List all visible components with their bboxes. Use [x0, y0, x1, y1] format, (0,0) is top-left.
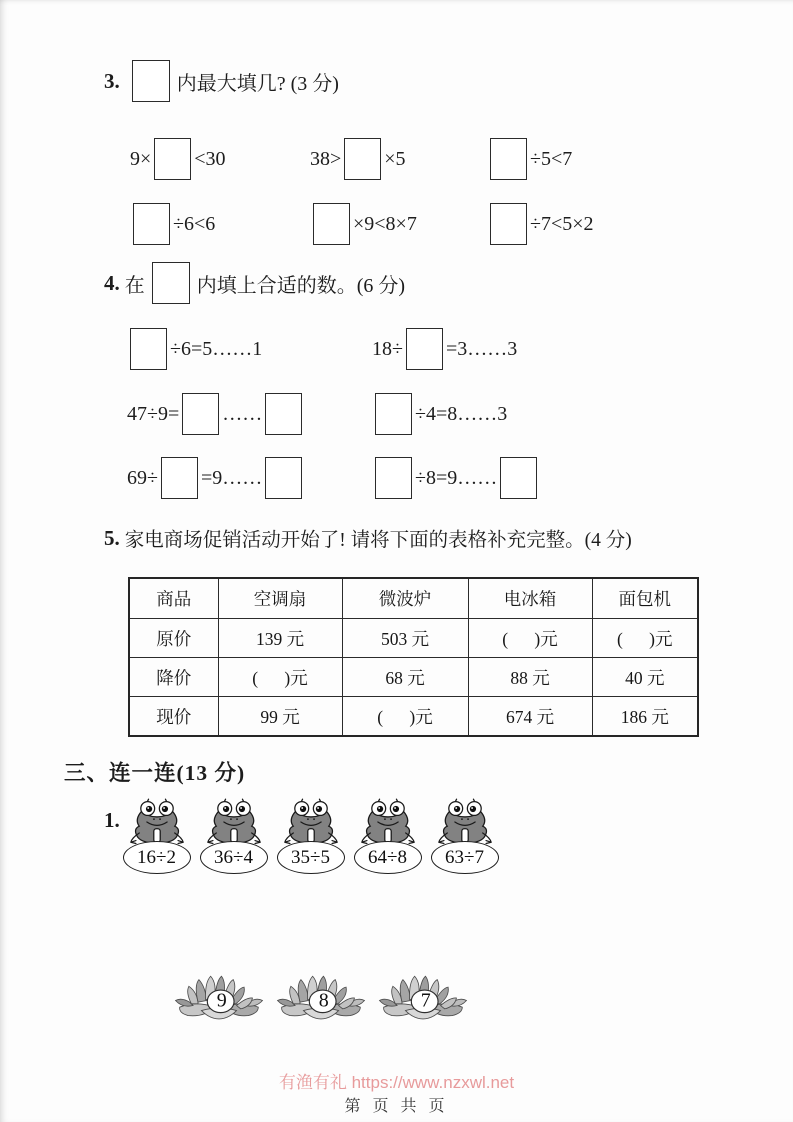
- table-cell: 现价: [129, 697, 218, 737]
- question-4-number: 4.: [104, 270, 120, 295]
- table-cell: ( )元: [468, 619, 592, 658]
- expression: ÷5<7: [487, 138, 572, 180]
- expression: ÷6<6: [130, 203, 215, 245]
- division-oval: 16÷2: [123, 841, 191, 874]
- answer-box: [490, 138, 527, 180]
- lotus-number: 7: [420, 989, 431, 1012]
- watermark-text: 有渔有礼 https://www.nzxwl.net: [278, 1073, 515, 1092]
- answer-box: [130, 328, 167, 370]
- table-cell: 88 元: [468, 658, 592, 697]
- table-cell: 40 元: [592, 658, 698, 697]
- expression: ÷7<5×2: [487, 203, 594, 245]
- answer-box: [265, 457, 302, 499]
- table-row: [129, 658, 698, 697]
- frog-item: [197, 796, 270, 874]
- expression: 38> ×5: [310, 138, 406, 180]
- lotus-item: [275, 971, 367, 1025]
- lotus-number: 9: [216, 989, 227, 1012]
- expression: ÷8=9……: [372, 457, 540, 499]
- frog-item: [351, 796, 424, 874]
- answer-box: [313, 203, 350, 245]
- answer-box: [406, 328, 443, 370]
- frog-row: [120, 796, 501, 874]
- table-cell: 原价: [129, 619, 218, 658]
- answer-box: [152, 262, 190, 304]
- answer-box: [500, 457, 537, 499]
- lotus-number: 8: [318, 989, 329, 1012]
- item-1-number: 1.: [104, 808, 120, 832]
- table-cell: 139 元: [218, 619, 342, 658]
- lotus-item: [377, 971, 469, 1025]
- page-footer: 第 页 共 页: [344, 1098, 449, 1115]
- table-header-cell: 电冰箱: [468, 578, 592, 619]
- table-cell: ( )元: [218, 658, 342, 697]
- expression: 9× <30: [130, 138, 226, 180]
- question-4-title: [104, 262, 405, 304]
- answer-box: [375, 393, 412, 435]
- question-4-text: 内填上合适的数。(6 分): [196, 274, 406, 297]
- section-3-title: 三、连一连(13 分): [64, 761, 246, 785]
- frog-item: [120, 796, 193, 874]
- lotus-item: [173, 971, 265, 1025]
- table-cell: 186 元: [592, 697, 698, 737]
- table-header-cell: 商品: [129, 578, 218, 619]
- question-5-text: 家电商场促销活动开始了! 请将下面的表格补充完整。(4 分): [124, 530, 632, 551]
- table-header-cell: 空调扇: [218, 578, 342, 619]
- division-oval: 63÷7: [431, 841, 499, 874]
- price-table: [128, 577, 699, 737]
- question-3-text: 内最大填几? (3 分): [176, 72, 339, 95]
- question-3-number: 3.: [104, 68, 120, 93]
- table-cell: 674 元: [468, 697, 592, 737]
- expression: ×9<8×7: [310, 203, 417, 245]
- table-cell: 503 元: [342, 619, 468, 658]
- frog-item: [274, 796, 347, 874]
- answer-box: [132, 60, 170, 102]
- table-cell: ( )元: [592, 619, 698, 658]
- division-oval: 35÷5: [277, 841, 345, 874]
- answer-box: [490, 203, 527, 245]
- table-cell: 68 元: [342, 658, 468, 697]
- table-row: [129, 619, 698, 658]
- table-cell: 降价: [129, 658, 218, 697]
- answer-box: [182, 393, 219, 435]
- division-oval: 64÷8: [354, 841, 422, 874]
- question-3-title: [104, 60, 339, 102]
- table-header-cell: 微波炉: [342, 578, 468, 619]
- question-5-title: [104, 524, 632, 552]
- expression: 18÷ =3……3: [372, 328, 517, 370]
- question-4-pre: 在: [124, 274, 145, 297]
- frog-item: [428, 796, 501, 874]
- table-row: [129, 697, 698, 737]
- answer-box: [375, 457, 412, 499]
- table-cell: ( )元: [342, 697, 468, 737]
- answer-box: [133, 203, 170, 245]
- expression: ÷4=8……3: [372, 393, 507, 435]
- table-cell: 99 元: [218, 697, 342, 737]
- table-header-cell: 面包机: [592, 578, 698, 619]
- expression: 69÷ =9……: [127, 457, 305, 499]
- division-oval: 36÷4: [200, 841, 268, 874]
- question-5-number: 5.: [104, 525, 120, 550]
- answer-box: [154, 138, 191, 180]
- answer-box: [161, 457, 198, 499]
- answer-box: [265, 393, 302, 435]
- expression: 47÷9= ……: [127, 393, 305, 435]
- expression: ÷6=5……1: [127, 328, 262, 370]
- answer-box: [344, 138, 381, 180]
- table-header-row: [129, 578, 698, 619]
